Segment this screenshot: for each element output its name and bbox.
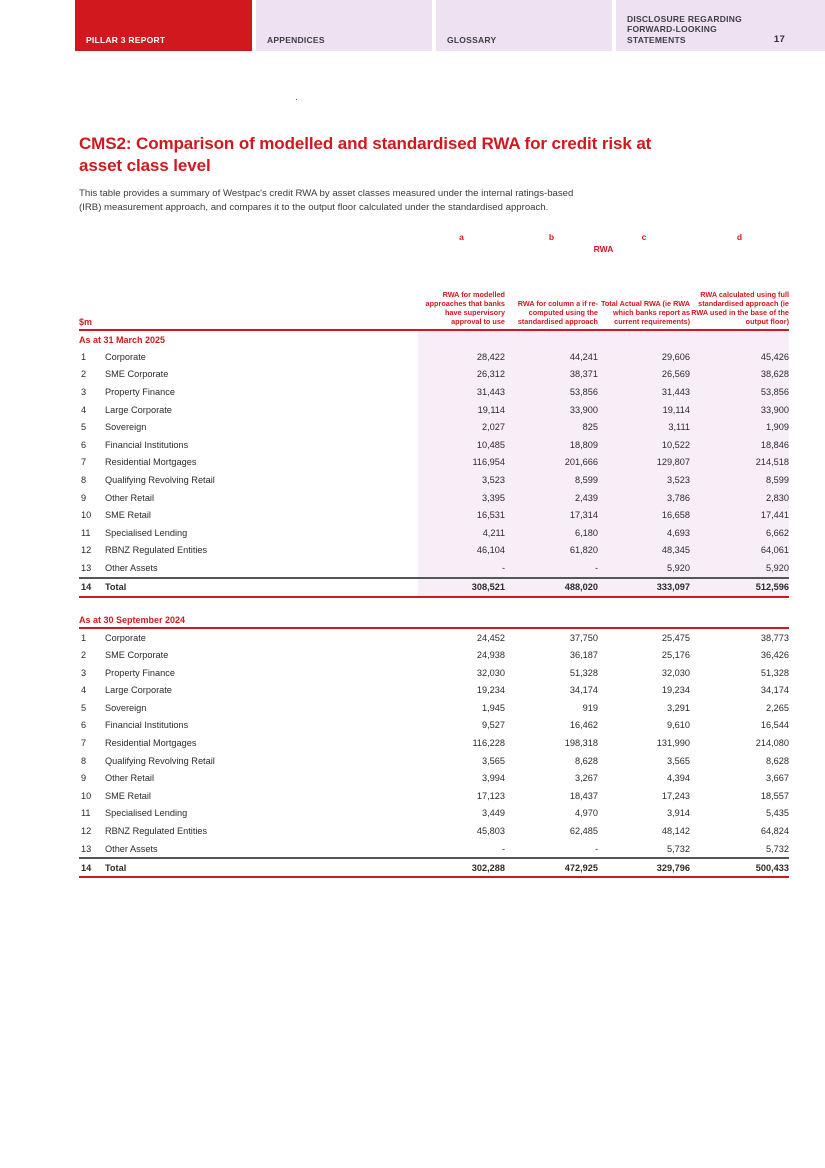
value-col-c: 3,523: [667, 474, 690, 485]
table-total-row: [79, 857, 789, 878]
value-col-a: 3,565: [482, 755, 505, 766]
value-col-a: 308,521: [471, 582, 505, 593]
table-row: [79, 629, 789, 647]
value-col-d: 6,662: [766, 527, 789, 538]
value-col-a: 31,443: [476, 386, 505, 397]
value-col-c: 4,394: [667, 773, 690, 784]
asset-class-label: Specialised Lending: [105, 527, 188, 538]
value-col-d: 64,061: [760, 545, 789, 556]
asset-class-label: Specialised Lending: [105, 808, 188, 819]
value-col-b: 6,180: [575, 527, 598, 538]
value-col-c: 17,243: [661, 790, 690, 801]
table-row: [79, 366, 789, 384]
value-col-a: 45,803: [476, 826, 505, 837]
value-col-b: 919: [582, 702, 598, 713]
value-col-b: 488,020: [564, 582, 598, 593]
value-col-b: 18,437: [569, 790, 598, 801]
asset-class-label: Financial Institutions: [105, 439, 189, 450]
top-nav: [0, 0, 825, 51]
table-total-row: [79, 577, 789, 598]
value-col-c: 3,111: [668, 422, 690, 433]
row-number: 4: [81, 404, 87, 415]
row-number: 8: [81, 474, 87, 485]
value-col-c: 26,569: [661, 369, 690, 380]
table-row: [79, 542, 789, 560]
value-col-a: 116,954: [472, 457, 505, 468]
table-row: [79, 401, 789, 419]
value-col-a: 17,123: [476, 790, 505, 801]
value-col-c: 329,796: [656, 862, 690, 873]
value-col-d: 53,856: [760, 386, 789, 397]
value-col-a: 3,994: [482, 773, 505, 784]
group-header-row: [79, 244, 789, 258]
page-title: [79, 133, 789, 176]
value-col-b: 198,318: [564, 738, 598, 749]
value-col-a: 19,114: [477, 404, 505, 415]
value-col-a: 19,234: [476, 685, 505, 696]
asset-class-label: Qualifying Revolving Retail: [105, 755, 215, 766]
row-number: 3: [81, 667, 87, 678]
column-letter-c: c: [641, 232, 647, 242]
asset-class-label: Sovereign: [105, 422, 147, 433]
value-col-b: 38,371: [569, 369, 598, 380]
asset-class-label: SME Corporate: [105, 650, 169, 661]
row-number: 5: [81, 702, 87, 713]
row-number: 3: [81, 386, 87, 397]
row-number: 4: [81, 685, 87, 696]
value-col-d: 3,667: [766, 773, 789, 784]
row-number: 1: [81, 632, 87, 643]
value-col-b: 8,599: [575, 474, 598, 485]
value-col-b: 37,750: [569, 632, 598, 643]
value-col-d: 1,909: [766, 422, 789, 433]
value-col-b: 44,241: [569, 351, 598, 362]
table-row: [79, 787, 789, 805]
table-row: [79, 646, 789, 664]
table-row: [79, 699, 789, 717]
value-col-d: 214,518: [755, 457, 789, 468]
value-col-c: 3,565: [667, 755, 690, 766]
column-description-a: RWA for modelled approaches that banks have supervisory approval to use: [425, 290, 505, 327]
asset-class-label: Sovereign: [105, 702, 147, 713]
row-number: 10: [81, 510, 92, 521]
asset-class-label: Total: [105, 862, 127, 873]
value-col-a: 46,104: [476, 545, 505, 556]
value-col-a: 9,527: [482, 720, 505, 731]
value-col-a: 24,452: [476, 632, 505, 643]
table-row: [79, 383, 789, 401]
value-col-d: 16,544: [760, 720, 789, 731]
group-header-rwa: RWA: [593, 244, 614, 254]
value-col-c: 4,693: [667, 527, 690, 538]
row-number: 10: [81, 790, 92, 801]
table-row: [79, 506, 789, 524]
table-row: [79, 471, 789, 489]
value-col-d: 8,628: [766, 755, 789, 766]
table-row: [79, 418, 789, 436]
value-col-d: 2,830: [766, 492, 789, 503]
asset-class-label: Large Corporate: [105, 404, 172, 415]
table-row: [79, 822, 789, 840]
section-date-heading: As at 31 March 2025: [79, 335, 166, 345]
value-col-c: 5,920: [667, 562, 690, 573]
value-col-d: 38,628: [760, 369, 789, 380]
value-col-c: 19,234: [661, 685, 690, 696]
row-number: 12: [81, 826, 92, 837]
row-number: 13: [81, 562, 92, 573]
value-col-a: 28,422: [476, 351, 505, 362]
table-row: [79, 769, 789, 787]
value-col-a: 26,312: [476, 369, 505, 380]
asset-class-label: Total: [105, 582, 127, 593]
value-col-d: 214,080: [755, 738, 789, 749]
value-col-c: 5,732: [667, 843, 690, 854]
value-col-c: 16,658: [661, 510, 690, 521]
value-col-a: 302,288: [471, 862, 505, 873]
value-col-b: 62,485: [569, 826, 598, 837]
value-col-d: 2,265: [766, 702, 789, 713]
row-number: 8: [81, 755, 87, 766]
value-col-d: 36,426: [760, 650, 789, 661]
value-col-a: 3,449: [482, 808, 505, 819]
row-number: 9: [81, 492, 87, 503]
value-col-a: 1,945: [482, 702, 505, 713]
asset-class-label: Large Corporate: [105, 685, 172, 696]
row-number: 1: [81, 351, 87, 362]
asset-class-label: Property Finance: [105, 386, 175, 397]
value-col-b: 53,856: [569, 386, 598, 397]
value-col-c: 31,443: [661, 386, 690, 397]
column-description-c: Total Actual RWA (ie RWA which banks report as current requirements): [600, 299, 690, 327]
table-section: [79, 612, 789, 879]
value-col-a: 32,030: [476, 667, 505, 678]
value-col-c: 3,291: [667, 702, 690, 713]
value-col-b: 3,267: [575, 773, 598, 784]
table-row: [79, 734, 789, 752]
value-col-c: 131,990: [656, 738, 690, 749]
value-col-a: -: [501, 843, 505, 854]
row-number: 5: [81, 422, 87, 433]
value-col-a: 10,485: [476, 439, 505, 450]
asset-class-label: Other Assets: [105, 562, 158, 573]
value-col-d: 18,557: [760, 790, 789, 801]
value-col-d: 5,732: [766, 843, 789, 854]
value-col-c: 10,522: [661, 439, 690, 450]
nav-tab-label: DISCLOSURE REGARDING FORWARD-LOOKING STATEMENTS: [627, 13, 743, 45]
table-row: [79, 682, 789, 700]
value-col-b: 33,900: [569, 404, 598, 415]
value-col-b: 51,328: [569, 667, 598, 678]
intro-line-2: (IRB) measurement approach, and compares it to the output floor calculated under the standardised approach.: [79, 201, 549, 213]
value-col-c: 48,142: [661, 826, 690, 837]
table-row: [79, 489, 789, 507]
value-col-c: 19,114: [662, 404, 690, 415]
table-row: [79, 559, 789, 577]
value-col-a: 16,531: [476, 510, 505, 521]
row-number: 9: [81, 773, 87, 784]
table-section: [79, 331, 789, 598]
table-row: [79, 752, 789, 770]
value-col-c: 25,475: [661, 632, 690, 643]
row-number: 11: [81, 527, 91, 538]
table-row: [79, 436, 789, 454]
row-number: 7: [81, 457, 87, 468]
value-col-c: 25,176: [661, 650, 690, 661]
value-col-d: 33,900: [760, 404, 789, 415]
value-col-c: 333,097: [656, 582, 690, 593]
value-col-c: 3,786: [667, 492, 690, 503]
nav-tab-appendices[interactable]: [256, 0, 432, 51]
asset-class-label: Property Finance: [105, 667, 175, 678]
column-letter-d: d: [736, 232, 743, 242]
nav-tab-glossary[interactable]: [436, 0, 612, 51]
table-row: [79, 717, 789, 735]
asset-class-label: Residential Mortgages: [105, 738, 197, 749]
value-col-d: 8,599: [766, 474, 789, 485]
value-col-b: 4,970: [575, 808, 598, 819]
table-row: [79, 524, 789, 542]
value-col-c: 129,807: [656, 457, 690, 468]
value-col-d: 38,773: [760, 632, 789, 643]
page-title-line-2: asset class level: [79, 155, 211, 175]
asset-class-label: Other Retail: [105, 492, 155, 503]
value-col-c: 29,606: [661, 351, 690, 362]
asset-class-label: Corporate: [105, 632, 146, 643]
column-letter-b: b: [548, 232, 555, 242]
asset-class-label: SME Retail: [105, 790, 151, 801]
row-number: 6: [81, 720, 87, 731]
rwa-comparison-table: [79, 232, 789, 878]
value-col-b: 201,666: [564, 457, 598, 468]
table-header: [79, 232, 789, 331]
table-row: [79, 348, 789, 366]
table-row: [79, 454, 789, 472]
unit-label: $m: [79, 317, 93, 327]
value-col-c: 32,030: [661, 667, 690, 678]
asset-class-label: RBNZ Regulated Entities: [105, 545, 208, 556]
column-description-b: RWA for column a if re-computed using the standardised approach: [517, 299, 598, 327]
asset-class-label: SME Corporate: [105, 369, 169, 380]
value-col-d: 51,328: [760, 667, 789, 678]
value-col-d: 34,174: [760, 685, 789, 696]
asset-class-label: Financial Institutions: [105, 720, 189, 731]
column-description-d: RWA calculated using full standardised approach (ie RWA used in the base of the output floor): [691, 290, 789, 327]
table-row: [79, 840, 789, 858]
value-col-d: 5,435: [766, 808, 789, 819]
value-col-b: 18,809: [569, 439, 598, 450]
value-col-b: 2,439: [575, 492, 598, 503]
row-number: 7: [81, 738, 87, 749]
value-col-c: 48,345: [661, 545, 690, 556]
value-col-a: 24,938: [476, 650, 505, 661]
value-col-b: 472,925: [564, 862, 598, 873]
asset-class-label: Corporate: [105, 351, 146, 362]
page-title-line-1: CMS2: Comparison of modelled and standardised RWA for credit risk at: [79, 134, 652, 153]
value-col-b: 16,462: [569, 720, 598, 731]
row-number: 14: [81, 862, 92, 873]
value-col-a: 4,211: [482, 527, 505, 538]
intro-line-1: This table provides a summary of Westpac's credit RWA by asset classes measured under the internal ratings-based: [79, 188, 574, 199]
row-number: 2: [81, 650, 87, 661]
nav-tab-label: APPENDICES: [267, 34, 325, 45]
value-col-a: 3,395: [482, 492, 505, 503]
nav-tab-label: GLOSSARY: [447, 34, 497, 45]
row-number: 12: [81, 545, 92, 556]
value-col-a: -: [501, 562, 505, 573]
nav-tab-pillar-3-report[interactable]: [75, 0, 252, 51]
asset-class-label: Other Assets: [105, 843, 158, 854]
nav-tab-disclosure-statements[interactable]: [616, 0, 825, 51]
row-number: 14: [81, 582, 92, 593]
value-col-b: -: [594, 843, 598, 854]
asset-class-label: SME Retail: [105, 510, 151, 521]
page-number: 17: [773, 33, 785, 45]
row-number: 2: [81, 369, 87, 380]
value-col-d: 17,441: [760, 510, 789, 521]
table-sections: [79, 331, 789, 878]
value-col-b: 17,314: [569, 510, 598, 521]
value-col-d: 500,433: [755, 862, 789, 873]
value-col-d: 45,426: [760, 351, 789, 362]
asset-class-label: Other Retail: [105, 773, 155, 784]
nav-left-margin: [0, 0, 75, 51]
column-description-row: [79, 258, 789, 329]
value-col-a: 3,523: [482, 474, 505, 485]
table-row: [79, 664, 789, 682]
value-col-b: 61,820: [569, 545, 598, 556]
value-col-b: 36,187: [569, 650, 598, 661]
value-col-d: 18,846: [760, 439, 789, 450]
asset-class-label: RBNZ Regulated Entities: [105, 826, 208, 837]
column-letter-row: [79, 232, 789, 244]
value-col-b: 34,174: [569, 685, 598, 696]
table-row: [79, 805, 789, 823]
value-col-d: 64,824: [760, 826, 789, 837]
asset-class-label: Qualifying Revolving Retail: [105, 474, 215, 485]
value-col-d: 512,596: [755, 582, 789, 593]
stray-dot: .: [295, 92, 298, 103]
value-col-a: 2,027: [482, 422, 505, 433]
intro-paragraph: [79, 187, 789, 215]
row-number: 6: [81, 439, 87, 450]
row-number: 13: [81, 843, 92, 854]
value-col-c: 9,610: [667, 720, 690, 731]
section-date-heading: As at 30 September 2024: [79, 612, 789, 629]
value-col-b: 825: [582, 422, 598, 433]
value-col-b: -: [594, 562, 598, 573]
value-col-d: 5,920: [766, 562, 789, 573]
value-col-c: 3,914: [667, 808, 690, 819]
column-letter-a: a: [459, 232, 464, 242]
value-col-b: 8,628: [575, 755, 598, 766]
asset-class-label: Residential Mortgages: [105, 457, 197, 468]
nav-tab-label: PILLAR 3 REPORT: [86, 34, 166, 45]
row-number: 11: [81, 808, 91, 819]
value-col-a: 116,228: [472, 738, 505, 749]
